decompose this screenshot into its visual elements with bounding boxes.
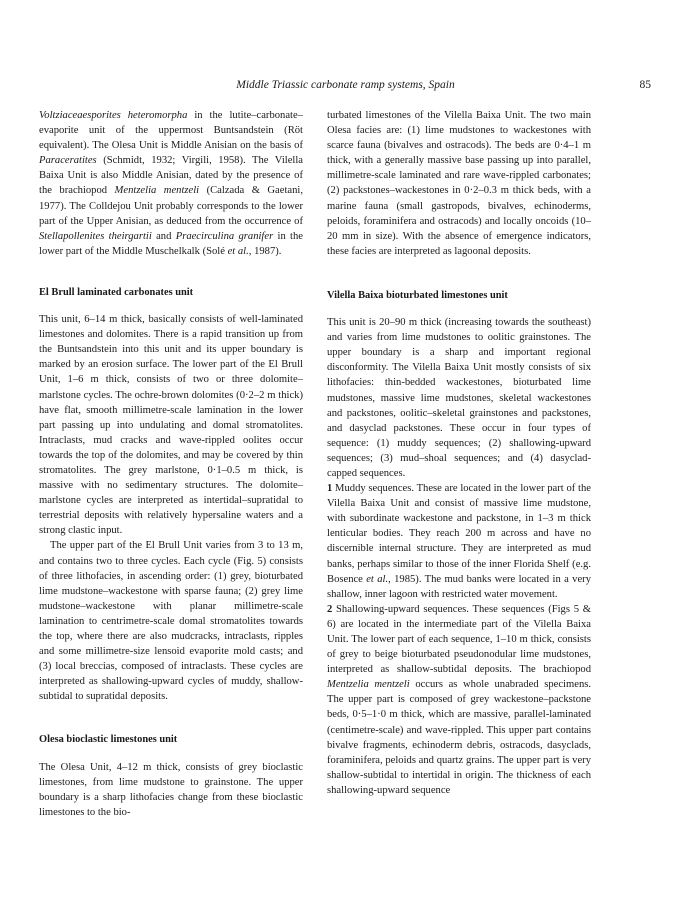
running-head [40, 79, 651, 95]
section-heading-olesa: Olesa bioclastic limestones unit [39, 734, 178, 746]
text-run: occurs as whole unabraded specimens. The upper part is composed of grey wackestone–packstone beds, 0·5–1·0 m thick, which are massive, parallel-laminated (centimetre-scale) and wave-rippled. This upper part contains bivalve fragments, echinoderm debris, ostracods, dasyclads, foraminifera, peloids and quartz grains. The upper part is very shallow-subtidal to intertidal in origin. The thickness of each shallowing-upward sequence [327, 679, 592, 796]
paragraph-intro-continued [39, 108, 303, 259]
paragraph-olesa-continued: turbated limestones of the Vilella Baixa Unit. The two main Olesa facies are: (1) lime mudstones to wackestones with scarce fauna (bivalves and ostracods). The beds are 0·4–1 m thick, with a generally massive base passing up into parallel, millimetre-scale laminated and rare wave-rippled carbonates; (2) packstones–wackestones in 0·2–0.3 m thick beds, with a marine fauna (small gastropods, bivalves, echinoderms, peloids, foraminifera and ostracods) and locally oncoids (10–20 mm in size). With the absence of emergence indicators, these facies are interpreted as lagoonal deposits. [327, 110, 591, 257]
paragraph-el-brull-lower: This unit, 6–14 m thick, basically consists of well-laminated limestones and dolomites. There is a rapid transition up from the Buntsandstein into this unit and its upper boundary is marked by an erosion surface. The lower part of the El Brull Unit, 1–6 m thick, consists of two or three dolomite–marlstone cycles. The ochre-brown dolomites (0·2–2 m thick) have flat, smooth millimetre-scale lamination in the lower part passing up into undulating and domal stromatolites. Intraclasts, mud cracks and wave-rippled oolites occur towards the top of the dolomites, and may be covered by thin stromatolites. The grey marlstone, 0·1–0.5 m thick, is massive with no sedimentary structures. The dolomite–marlstone cycles are interpreted as intertidal–supratidal to terrestrial deposits with relatively hypersaline waters and a strong clastic input. [39, 314, 303, 537]
italic-taxon: Voltziaceaesporites heteromorpha [39, 110, 188, 121]
section-heading-vilella-baixa: Vilella Baixa bioturbated limestones unit [327, 289, 508, 301]
text-run: in the lower part of the Middle Muschelkalk (Solé [39, 230, 304, 257]
italic-taxon: Praecirculina granifer [175, 230, 274, 242]
text-run: , 1985). The mud banks were located in a very shallow, inner lagoon with restricted water movement. [327, 573, 591, 600]
text-run: Muddy sequences. These are located in the lower part of the Vilella Baixa Unit and consist of massive lime mudstone, with subordinate wackestone and packstone, in 1–3 m thick lenticular bodies. They reach 200 m across and have no discernible internal structure. They are interpreted as mud banks, perhaps similar to those of the inner Florida Shelf (e.g. Bosence [327, 483, 591, 585]
paragraph-vilella-intro: This unit is 20–90 m thick (increasing towards the southeast) and varies from lime mudstones to oolitic grainstones. The upper boundary is a sharp and important regional disconformity. The Vilella Baixa Unit mostly consists of six lithofacies: thin-bedded wackestones, bioturbated lime mudstones, massive lime mudstones, skeletal wackestones and packstones, oolitic–skeletal grainstones and packstones, and dasyclad packstones. These occur in four types of sequence: (1) muddy sequences; (2) shallowing-upward sequences; (3) mud–shoal sequences; and (4) dasyclad-capped sequences. [327, 317, 591, 479]
list-number: 1 [327, 483, 333, 495]
paragraph-el-brull-upper: The upper part of the El Brull Unit varies from 3 to 13 m, and contains two to three cycles. Each cycle (Fig. 5) consists of three lithofacies, in ascending order: (1) grey, bioturbated lime mudstone–wackestone with sparse fauna; (2) grey lime mudstone–wackestone with planar millimetre-scale lamination to centrimetre-scale domal stromatolites towards the top, where there are also mudcracks, intraclasts, ripples and some millimetre-size lensoid evaporite mold casts; and (3) local breccias, composed of intraclasts. These cycles are interpreted as shallowing-upward cycles of muddy, shallow-subtidal to supratidal deposits. [39, 540, 303, 703]
list-number: 2 [327, 603, 333, 615]
italic-citation: et al. [366, 573, 389, 585]
page-number: 85 [639, 79, 651, 91]
italic-taxon: Stellapollenites theirgartii [39, 230, 152, 242]
text-run: in the lutite–carbonate–evaporite unit of the uppermost Buntsandstein (Röt equivalent). The Olesa Unit is Middle Anisian on the basis of [39, 110, 303, 152]
italic-citation: et al. [227, 245, 249, 257]
italic-taxon: Mentzelia mentzeli [327, 679, 410, 691]
running-head-title: Middle Triassic carbonate ramp systems, Spain [236, 79, 455, 91]
italic-taxon: Paraceratites [39, 155, 97, 167]
right-column [327, 108, 591, 798]
text-run: (Schmidt, 1932; Virgili, 1958). The Vilella Baixa Unit is also Middle Anisian, dated by the presence of the brachiopod [39, 155, 303, 197]
left-column [39, 108, 303, 820]
paragraph-shallowing-upward [327, 602, 591, 798]
text-run: Shallowing-upward sequences. These sequences (Figs 5 & 6) are located in the intermediate part of the Vilella Baixa Unit. The lower part of each sequence, 1–10 m thick, consists of grey to beige bioturbated pseudonodular lime mudstones, interpreted as shallow-subtidal deposits. The brachiopod [327, 603, 591, 676]
text-run: , 1987). [248, 245, 282, 257]
text-run: and [151, 230, 176, 242]
italic-taxon: Mentzelia mentzeli [114, 185, 200, 197]
paragraph-olesa: The Olesa Unit, 4–12 m thick, consists of grey bioclastic limestones, from lime mudstone to grainstone. The upper boundary is a sharp lithofacies change from these bioclastic limestones to the bio- [39, 761, 303, 818]
paragraph-muddy-sequences [327, 481, 591, 602]
text-run: (Calzada & Gaetani, 1977). The Colldejou Unit probably corresponds to the lower part of the Upper Anisian, as deduced from the occurrence of [39, 185, 303, 227]
section-heading-el-brull: El Brull laminated carbonates unit [39, 286, 194, 298]
